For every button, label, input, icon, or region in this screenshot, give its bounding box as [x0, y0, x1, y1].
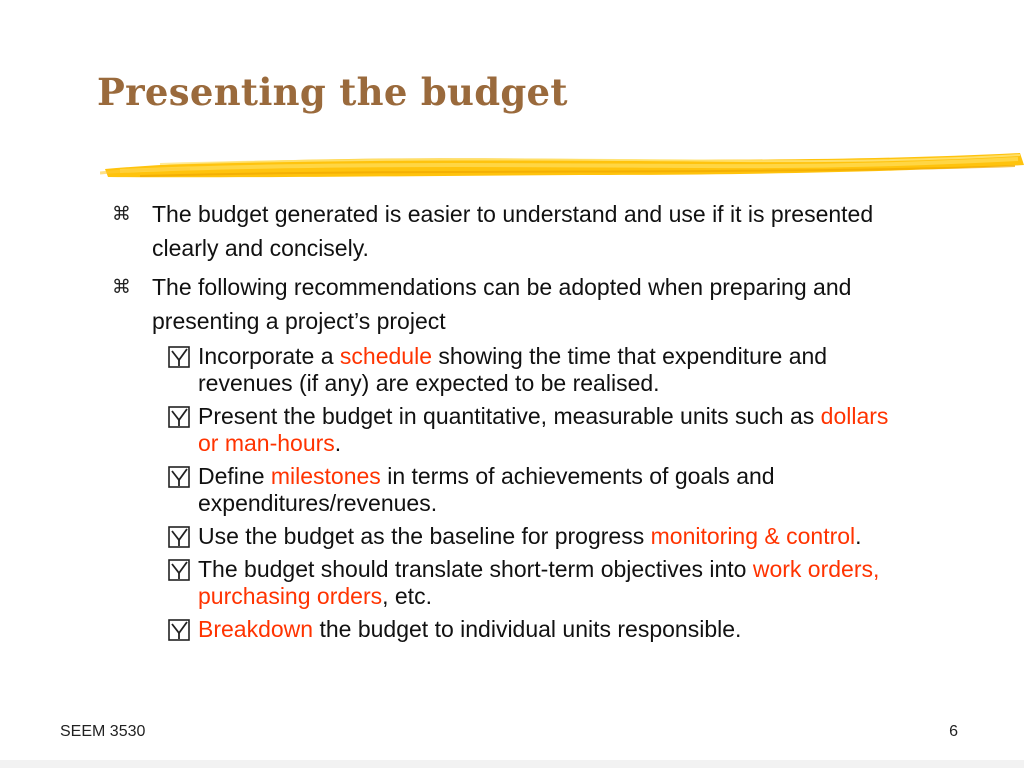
- slide-body: [112, 197, 902, 649]
- sub-bullet-item: [168, 616, 902, 643]
- sub-bullet-text: Incorporate a: [198, 343, 340, 369]
- highlight-term: monitoring & control: [650, 523, 856, 549]
- sub-bullet-item: [168, 343, 902, 397]
- highlight-term: Breakdown: [198, 616, 314, 642]
- sub-bullet-text: .: [855, 523, 862, 549]
- bottom-edge-band: [0, 760, 1024, 768]
- sub-bullet-item: [168, 403, 902, 457]
- sub-bullet-text: showing the time that expenditure and revenues (if any) are expected to be realised.: [198, 343, 828, 396]
- sub-bullet-text: in terms of achievements of goals and expenditures/revenues.: [198, 463, 775, 516]
- slide-title: Presenting the budget: [97, 70, 568, 114]
- checkbox-icon: [168, 466, 190, 488]
- checkbox-icon: [168, 346, 190, 368]
- sub-bullet-text: .: [334, 430, 342, 456]
- bullet-item: [112, 197, 902, 265]
- checkbox-icon: [168, 619, 190, 641]
- sub-bullet-item: [168, 556, 902, 610]
- footer-course-code: SEEM 3530: [60, 723, 146, 740]
- sub-bullet-item: [168, 463, 902, 517]
- command-key-bullet-icon: ⌘: [112, 203, 131, 225]
- checkbox-icon: [168, 526, 190, 548]
- sub-bullet-item: [168, 523, 902, 550]
- sub-bullet-text: Present the budget in quantitative, measurable units such as: [198, 403, 821, 429]
- highlight-term: milestones: [270, 463, 381, 489]
- checkbox-icon: [168, 406, 190, 428]
- bullet-text: The following recommendations can be adopted when preparing and presenting a project’s project: [152, 274, 852, 334]
- sub-bullet-text: The budget should translate short-term objectives into: [198, 556, 753, 582]
- sub-bullet-text: Use the budget as the baseline for progress: [198, 523, 651, 549]
- checkbox-icon: [168, 559, 190, 581]
- bullet-item: [112, 270, 902, 338]
- sub-bullet-text: the budget to individual units responsible.: [313, 616, 742, 642]
- highlight-term: dollars or man-hours: [198, 403, 889, 456]
- sub-bullet-text: , etc.: [382, 583, 432, 609]
- title-underline-brush-stroke: [100, 145, 1024, 190]
- command-key-bullet-icon: ⌘: [112, 276, 131, 298]
- highlight-term: work orders, purchasing orders: [198, 556, 880, 609]
- bullet-text: The budget generated is easier to understand and use if it is presented clearly and concisely.: [152, 201, 874, 261]
- sub-bullet-text: Define: [198, 463, 271, 489]
- highlight-term: schedule: [339, 343, 432, 369]
- footer-page-number: 6: [949, 723, 958, 740]
